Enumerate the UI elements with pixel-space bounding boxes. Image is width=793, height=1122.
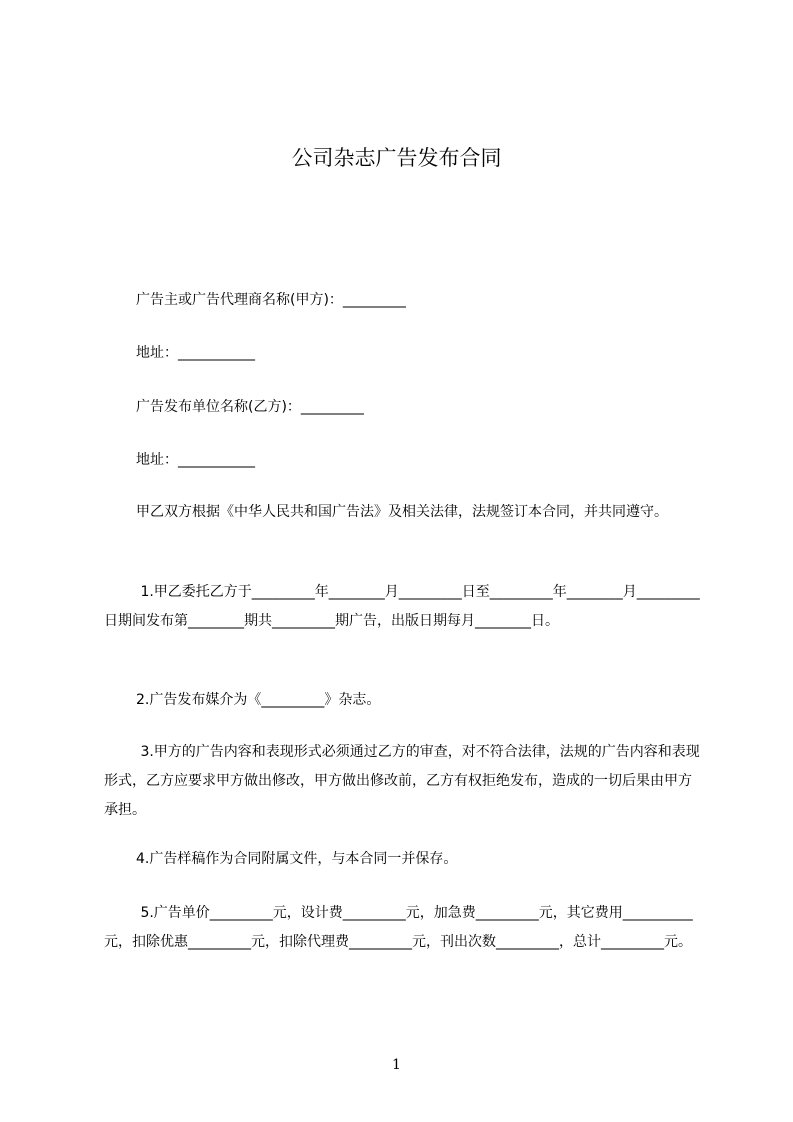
preamble-paragraph: 甲乙双方根据《中华人民共和国广告法》及相关法律，法规签订本合同，并共同遵守。 — [136, 504, 668, 520]
party-a-name-line: 广告主或广告代理商名称(甲方)：_________ — [136, 292, 406, 308]
party-b-name-line: 广告发布单位名称(乙方)：_________ — [136, 399, 364, 415]
clause-3-paragraph: 3.甲方的广告内容和表现形式必须通过乙方的审查，对不符合法律，法规的广告内容和表现形式，乙方应要求甲方做出修改，甲方做出修改前，乙方有权拒绝发布，造成的一切后果由甲方承担。 — [104, 744, 700, 818]
clause-4-paragraph: 4.广告样稿作为合同附属文件，与本合同一并保存。 — [136, 851, 458, 867]
clause-1-paragraph: 1.甲乙委托乙方于_________年________月_________日至_________年________月_________日期间发布第________期共_________期广告，出版日期每月________日。 — [104, 584, 700, 629]
page-number: 1 — [392, 1057, 401, 1073]
clause-2-paragraph: 2.广告发布媒介为《_________》杂志。 — [136, 692, 381, 708]
party-a-address-line: 地址：___________ — [136, 345, 255, 361]
party-b-address-line: 地址：___________ — [136, 452, 255, 468]
clause-5-paragraph: 5.广告单价_________元，设计费_________元，加急费_________元，其它费用__________元，扣除优惠_________元，扣除代理费_________元，刊出次数_________，总计_________元。 — [104, 905, 693, 950]
document-title: 公司杂志广告发布合同 — [291, 146, 502, 170]
